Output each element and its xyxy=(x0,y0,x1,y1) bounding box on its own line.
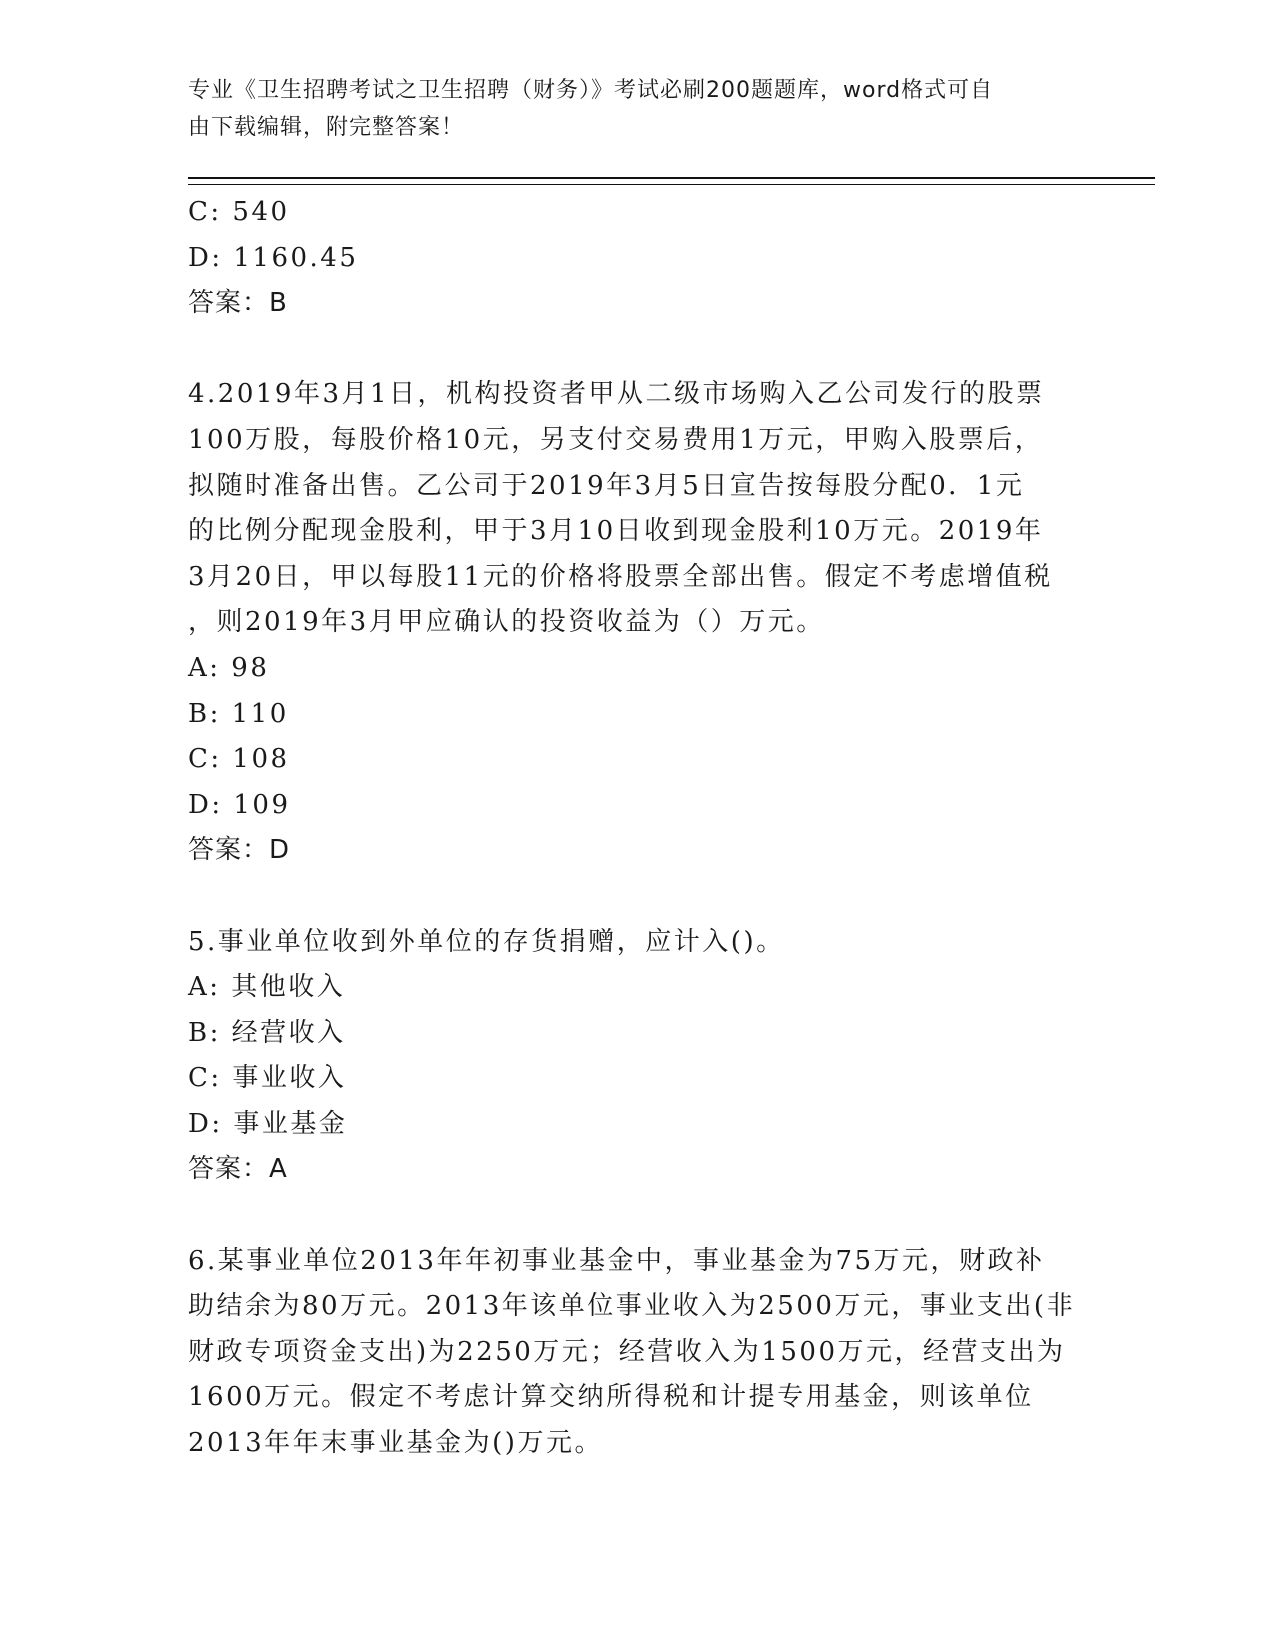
question-text-line: 1600万元。假定不考虑计算交纳所得税和计提专用基金，则该单位 xyxy=(188,1382,1034,1413)
question-4 xyxy=(188,372,1088,874)
spacer xyxy=(188,874,1088,920)
answer-line: 答案：A xyxy=(188,1154,288,1185)
option-d: D: 事业基金 xyxy=(188,1108,348,1139)
question-text-line: 3月20日，甲以每股11元的价格将股票全部出售。假定不考虑增值税 xyxy=(188,561,1053,592)
question-text-line: 助结余为80万元。2013年该单位事业收入为2500万元，事业支出(非 xyxy=(188,1291,1076,1322)
question-text-line: 2013年年末事业基金为()万元。 xyxy=(188,1428,603,1459)
question-text-line: 4.2019年3月1日，机构投资者甲从二级市场购入乙公司发行的股票 xyxy=(188,379,1045,410)
question-3-tail xyxy=(188,190,1088,327)
option-d: D: 1160.45 xyxy=(188,242,359,273)
header-divider-thick xyxy=(188,177,1155,179)
answer-line: 答案：B xyxy=(188,288,288,319)
document-body xyxy=(188,190,1088,1467)
spacer xyxy=(188,1193,1088,1239)
option-d: D: 109 xyxy=(188,789,291,820)
question-5 xyxy=(188,920,1088,1194)
question-text-line: 6.某事业单位2013年年初事业基金中，事业基金为75万元，财政补 xyxy=(188,1245,1045,1276)
question-6 xyxy=(188,1239,1088,1467)
spacer xyxy=(188,327,1088,373)
header-divider-thin xyxy=(188,184,1155,185)
question-text-line: ，则2019年3月甲应确认的投资收益为（）万元。 xyxy=(188,607,825,638)
option-c: C: 108 xyxy=(188,744,290,775)
option-c: C: 事业收入 xyxy=(188,1063,347,1094)
option-a: A: 98 xyxy=(188,652,270,683)
answer-line: 答案：D xyxy=(188,835,291,866)
question-text-line: 100万股，每股价格10元，另支付交易费用1万元，甲购入股票后， xyxy=(188,424,1044,455)
option-a: A: 其他收入 xyxy=(188,972,346,1003)
document-header xyxy=(188,72,1068,146)
header-line-2: 由下载编辑，附完整答案！ xyxy=(188,115,465,140)
question-text-line: 拟随时准备出售。乙公司于2019年3月5日宣告按每股分配0．1元 xyxy=(188,470,1025,501)
question-text-line: 的比例分配现金股利，甲于3月10日收到现金股利10万元。2019年 xyxy=(188,516,1044,547)
option-c: C: 540 xyxy=(188,197,290,227)
question-text-line: 5.事业单位收到外单位的存货捐赠，应计入()。 xyxy=(188,926,785,957)
option-b: B: 110 xyxy=(188,698,289,729)
option-b: B: 经营收入 xyxy=(188,1017,346,1048)
question-text-line: 财政专项资金支出)为2250万元；经营收入为1500万元，经营支出为 xyxy=(188,1336,1066,1367)
header-line-1: 专业《卫生招聘考试之卫生招聘（财务）》考试必刷200题题库，word格式可自 xyxy=(188,78,994,103)
